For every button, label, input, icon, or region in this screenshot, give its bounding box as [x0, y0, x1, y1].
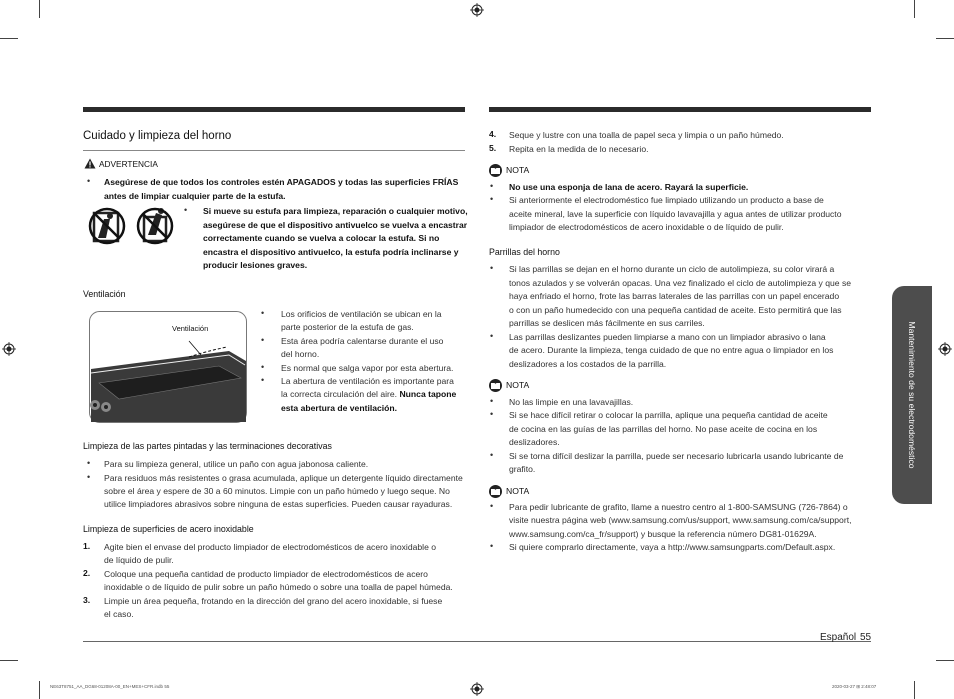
bullet-dot: •	[490, 396, 494, 406]
painted-heading: Limpieza de las partes pintadas y las terminaciones decorativas	[83, 441, 332, 451]
painted-text-line: Para residuos más resistentes o grasa acumulada, aplique un detergente líquido directamente	[104, 473, 463, 483]
ventilation-text-line: La abertura de ventilación es importante para	[281, 376, 454, 386]
chapter-side-tab-label: Mantenimiento de su electrodoméstico	[907, 321, 917, 469]
bullet-dot: •	[261, 362, 265, 372]
note-text-line: de cocina en las guías de las parrillas del horno. No pase aceite de cocina en los	[509, 424, 818, 434]
step-number: 4.	[489, 129, 497, 139]
grates-text-line: Las parrillas deslizantes pueden limpiarse a mano con un limpiador abrasivo o lana	[509, 332, 826, 342]
bullet-dot: •	[261, 375, 265, 385]
footer-language: Español	[820, 632, 857, 643]
step-text-line: Repita en la medida de lo necesario.	[509, 144, 649, 154]
warning-text-line: encastra el dispositivo antivuelco, la estufa podría inclinarse y	[203, 247, 459, 257]
bullet-dot: •	[490, 181, 494, 191]
left-header-bar	[83, 107, 465, 112]
registration-mark-icon	[470, 3, 484, 17]
bullet-dot: •	[184, 205, 188, 215]
bullet-dot: •	[87, 472, 91, 482]
note-text-line: Si anteriormente el electrodoméstico fue limpiado utilizando un producto a base de	[509, 195, 824, 205]
bullet-dot: •	[490, 263, 494, 273]
crop-mark	[936, 660, 954, 661]
grates-text-line: de acero. Durante la limpieza, tenga cuidado de que no entre agua o limpiador en los	[509, 345, 834, 355]
note-text-line: grafito.	[509, 464, 536, 474]
note-label: NOTA	[506, 486, 530, 496]
step-text-line: Coloque una pequeña cantidad de producto limpiador de electrodomésticos de acero	[104, 569, 428, 579]
step-text-line: el caso.	[104, 609, 134, 619]
warning-label: ADVERTENCIA	[99, 159, 158, 169]
grates-text-line: deslizadores a los costados de la parrilla.	[509, 359, 667, 369]
crop-mark	[39, 0, 40, 18]
steel-heading: Limpieza de superficies de acero inoxidable	[83, 524, 254, 534]
painted-text-line: Para su limpieza general, utilice un paño con agua jabonosa caliente.	[104, 459, 369, 469]
print-slug-date: 2020-03-27 ⊞ 2:48:07	[832, 684, 877, 689]
grates-heading: Parrillas del horno	[489, 247, 560, 257]
ventilation-diagram	[89, 311, 247, 423]
step-number: 3.	[83, 595, 91, 605]
section-title: Cuidado y limpieza del horno	[83, 130, 232, 142]
note-label: NOTA	[506, 165, 530, 175]
no-climbing-icon	[136, 205, 174, 245]
ventilation-text-line: Esta área podría calentarse durante el uso	[281, 336, 444, 346]
page-number: 55	[860, 632, 872, 643]
note-text-line: Para pedir lubricante de grafito, llame a nuestro centro al 1-800-SAMSUNG (726-7864) o	[509, 502, 848, 512]
grates-text-line: tonos azulados y se volverán opacas. Una vez finalizado el ciclo de autolimpieza y que se	[509, 278, 852, 288]
bullet-dot: •	[490, 501, 494, 511]
no-tipping-icon	[88, 205, 126, 245]
note-text-line: No las limpie en una lavavajillas.	[509, 397, 634, 407]
ventilation-heading: Ventilación	[83, 289, 126, 299]
ventilation-text-line: Es normal que salga vapor por esta abertura.	[281, 363, 454, 373]
step-text-line: de líquido de pulir.	[104, 555, 174, 565]
ventilation-figure-label: Ventilación	[172, 324, 209, 333]
registration-mark-icon	[938, 342, 952, 356]
print-slug-file: NE63T8751_AA_DG68-01208A-00_EN+MES+CFR.indb 55	[50, 684, 170, 689]
crop-mark	[39, 681, 40, 699]
ventilation-text-line	[281, 388, 456, 402]
step-text-line: Limpie un área pequeña, frotando en la dirección del grano del acero inoxidable, si fuese	[104, 596, 443, 606]
right-header-bar	[489, 107, 871, 112]
step-text-line: inoxidable o de líquido de pulir sobre un paño húmedo o sobre una toalla de papel húmeda.	[104, 582, 453, 592]
registration-mark-icon	[2, 342, 16, 356]
painted-text-line: utilice limpiadores abrasivos sobre ninguna de estas superficies. Pueden causar rayaduras.	[104, 499, 453, 509]
warning-text-line: producir lesiones graves.	[203, 260, 308, 270]
ventilation-warning-text: Nunca tapone	[399, 389, 457, 399]
crop-mark	[0, 38, 18, 39]
ventilation-text-line: parte posterior de la estufa de gas.	[281, 322, 414, 332]
warning-text-line: Si mueve su estufa para limpieza, reparación o cualquier motivo,	[203, 206, 468, 216]
grates-text-line: parrillas se deslicen más fácilmente en sus carriles.	[509, 318, 705, 328]
footer-rule	[83, 641, 871, 642]
note-text-line: No use una esponja de lana de acero. Rayará la superficie.	[509, 182, 749, 192]
ventilation-warning-text: esta abertura de ventilación.	[281, 403, 398, 413]
note-text-line: visite nuestra página web (www.samsung.com/us/support, www.samsung.com/ca/support,	[509, 515, 852, 525]
note-text-line: aceite mineral, lave la superficie con líquido lavavajilla y agua antes de utilizar producto	[509, 209, 842, 219]
ventilation-text-line: Los orificios de ventilación se ubican en la	[281, 309, 442, 319]
warning-text-line: antes de limpiar cualquier parte de la estufa.	[104, 191, 286, 201]
note-icon	[489, 485, 502, 498]
step-number: 2.	[83, 568, 91, 578]
step-number: 5.	[489, 143, 497, 153]
ventilation-text-line: del horno.	[281, 349, 320, 359]
painted-text-line: sobre el área y espere de 30 a 60 minutos. Limpie con un paño húmedo y luego seque. No	[104, 486, 450, 496]
crop-mark	[936, 38, 954, 39]
bullet-dot: •	[490, 541, 494, 551]
note-text-line: Si se hace difícil retirar o colocar la parrilla, aplique una pequeña cantidad de aceite	[509, 410, 828, 420]
crop-mark	[914, 0, 915, 18]
bullet-dot: •	[490, 450, 494, 460]
bullet-dot: •	[490, 331, 494, 341]
bullet-dot: •	[490, 194, 494, 204]
crop-mark	[0, 660, 18, 661]
grates-text-line: o con un paño humedecido con una pequeña cantidad de aceite. Esto permitirá que las	[509, 305, 842, 315]
warning-text-line: correctamente cuando se vuelva a colocar la estufa. Si no	[203, 233, 440, 243]
warning-icon	[84, 158, 96, 169]
note-label: NOTA	[506, 380, 530, 390]
registration-mark-icon	[470, 682, 484, 696]
grates-text-line: haya enfriado el horno, frote las barras laterales de las parrillas con un papel encerado	[509, 291, 840, 301]
bullet-dot: •	[87, 176, 91, 186]
bullet-dot: •	[87, 458, 91, 468]
bullet-dot: •	[261, 308, 265, 318]
step-text-line: Seque y lustre con una toalla de papel seca y limpia o un paño húmedo.	[509, 130, 784, 140]
grates-text-line: Si las parrillas se dejan en el horno durante un ciclo de autolimpieza, su color virará a	[509, 264, 835, 274]
warning-text-line: Asegúrese de que todos los controles estén APAGADOS y todas las superficies FRÍAS	[104, 177, 459, 187]
bullet-dot: •	[261, 335, 265, 345]
note-text-line: limpiador de electrodomésticos de acero inoxidable o de líquido de pulir.	[509, 222, 784, 232]
note-text-line: deslizadores.	[509, 437, 560, 447]
ventilation-text: la correcta circulación del aire.	[281, 389, 398, 399]
chapter-side-tab	[892, 286, 932, 504]
note-text-line: Si quiere comprarlo directamente, vaya a http://www.samsungparts.com/Default.aspx.	[509, 542, 836, 552]
note-icon	[489, 379, 502, 392]
note-icon	[489, 164, 502, 177]
step-number: 1.	[83, 541, 91, 551]
title-underline	[83, 150, 465, 151]
note-text-line: Si se torna difícil deslizar la parrilla, puede ser necesario lubricarla usando lubricante de	[509, 451, 844, 461]
note-text-line: www.samsung.com/ca_fr/support) y busque la referencia número DG81-01629A.	[509, 529, 817, 539]
crop-mark	[914, 681, 915, 699]
bullet-dot: •	[490, 409, 494, 419]
warning-text-line: asegúrese de que el dispositivo antivuelco se vuelva a encastrar	[203, 220, 468, 230]
step-text-line: Agite bien el envase del producto limpiador de electrodomésticos de acero inoxidable o	[104, 542, 437, 552]
